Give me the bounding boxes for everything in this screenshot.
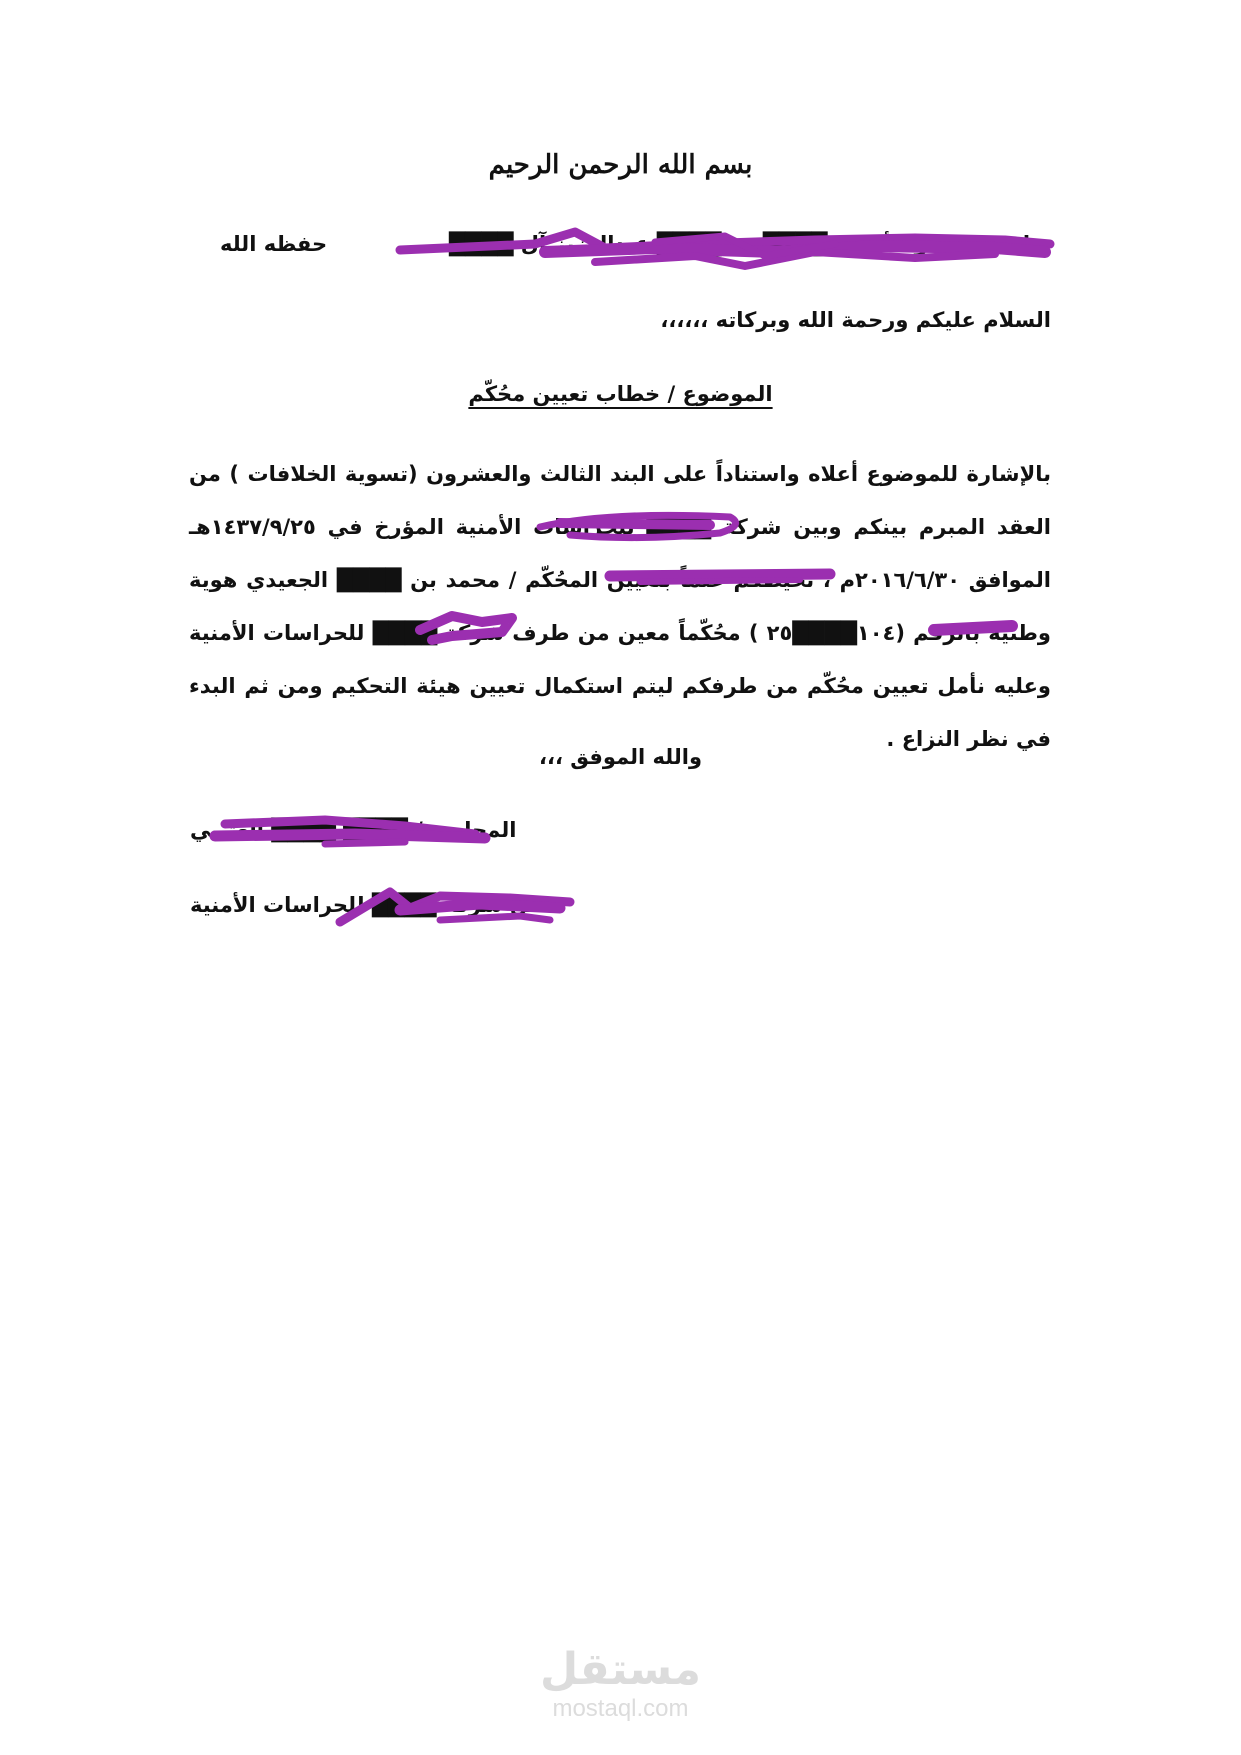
signature-name: المحامي / ████ ████ العتيبي: [190, 818, 517, 842]
mostaql-watermark: [0, 1645, 1241, 1723]
closing-line: والله الموفق ،،،: [538, 745, 702, 769]
letter-body-paragraph: بالإشارة للموضوع أعلاه واستناداً على البند الثالث والعشرون (تسوية الخلافات ) من العقد المبرم بينكم وبين شركة ████ للحراسات الأمنية المؤرخ في ١٤٣٧/٩/٢٥هـ الموافق ٢٠١٦/٦/٣٠م ، نحيطكم علماً بتعيين المحُكّم / محمد بن ████ الجعيدي هوية وطنية بالرقم (١٠٤████٢٥ ) محُكّماً معين من طرف شركة ████ للحراسات الأمنية وعليه نأمل تعيين محُكّم من طرفكم ليتم استكمال تعيين هيئة التحكيم ومن ثم البدء في نظر النزاع .: [189, 462, 1051, 751]
honorific-text: حفظه الله: [220, 232, 328, 256]
addressee-line: صاحب السمو الأمير / ████ بن ████ عبدالعزيز آل ████: [448, 232, 1051, 256]
basmala-header: بسم الله الرحمن الرحيم: [488, 150, 753, 180]
watermark-domain: mostaql.com: [552, 1695, 689, 1722]
greeting-line: السلام عليكم ورحمة الله وبركاته ،،،،،،: [660, 308, 1051, 332]
signature-title: ممثل شركة ████ للحراسات الأمنية: [190, 893, 565, 917]
watermark-arabic-logo: مستقل: [540, 1644, 701, 1695]
subject-heading: الموضوع / خطاب تعيين محُكّم: [468, 382, 773, 406]
